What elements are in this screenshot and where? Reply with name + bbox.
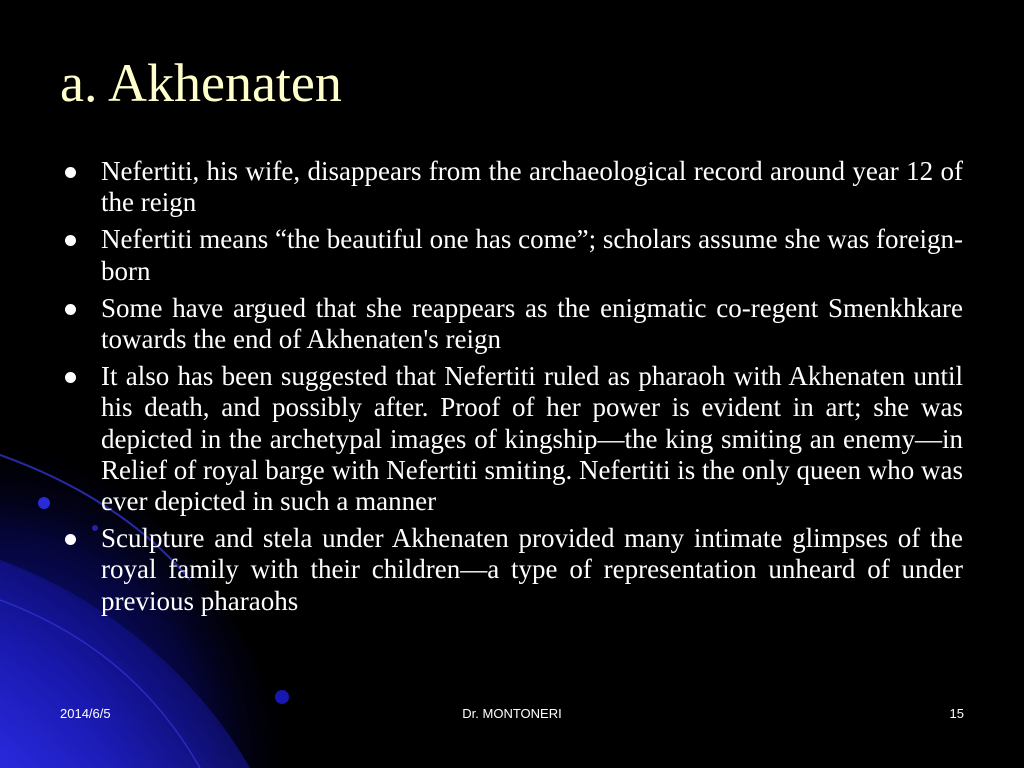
bullet-text: Nefertiti means “the beautiful one has come”; scholars assume she was foreign-born xyxy=(101,224,963,286)
bullet-text: Nefertiti, his wife, disappears from the archaeological record around year 12 of the reign xyxy=(101,156,963,218)
bullet-item xyxy=(60,523,963,617)
bullet-text: It also has been suggested that Nefertiti ruled as pharaoh with Akhenaten until his death, and possibly after. Proof of her power is evident in art; she was depicted in the archetypal images of kingship—the king smiting an enemy—in Relief of royal barge with Nefertiti smiting. Nefertiti is the only queen who was ever depicted in such a manner xyxy=(101,361,963,517)
footer-page-number: 15 xyxy=(949,706,964,721)
bullet-list xyxy=(60,156,963,623)
bullet-dot-icon xyxy=(65,372,76,383)
footer-date: 2014/6/5 xyxy=(60,706,111,721)
bullet-text: Some have argued that she reappears as the enigmatic co-regent Smenkhkare towards the end of Akhenaten's reign xyxy=(101,292,963,355)
bullet-dot-icon xyxy=(65,167,76,178)
bullet-item xyxy=(60,361,963,517)
deco-dot-2 xyxy=(275,690,289,704)
slide-title: a. Akhenaten xyxy=(60,53,342,113)
deco-dot-1 xyxy=(38,497,50,509)
bullet-dot-icon xyxy=(65,235,76,246)
bullet-item xyxy=(60,224,963,286)
bullet-item xyxy=(60,156,963,218)
footer-author: Dr. MONTONERI xyxy=(462,706,562,721)
bullet-dot-icon xyxy=(65,534,76,545)
bullet-item xyxy=(60,293,963,355)
bullet-dot-icon xyxy=(65,304,76,315)
bullet-text: Sculpture and stela under Akhenaten provided many intimate glimpses of the royal family with their children—a type of representation unheard of under previous pharaohs xyxy=(101,523,963,616)
